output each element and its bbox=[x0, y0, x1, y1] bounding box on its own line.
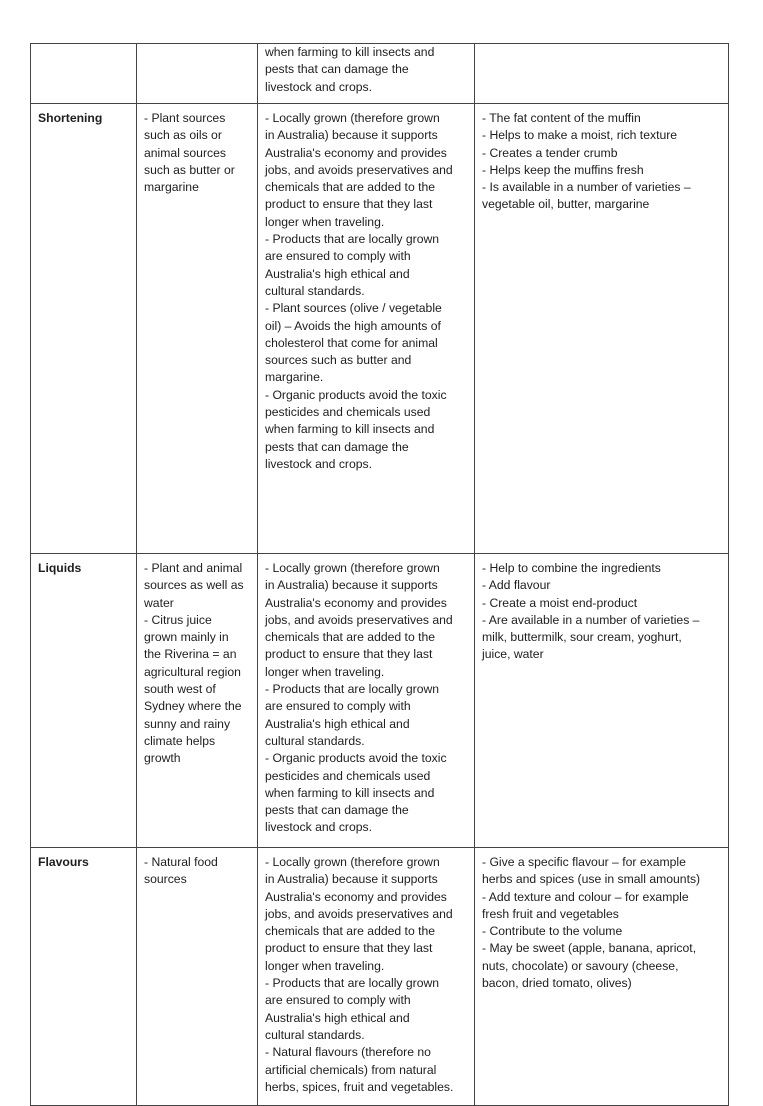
text-line: chemicals that are added to the bbox=[265, 924, 436, 939]
text-line: longer when traveling. bbox=[265, 664, 385, 679]
text-line: cholesterol that come for animal bbox=[265, 335, 438, 350]
text-line: - Organic products avoid the toxic bbox=[265, 387, 447, 402]
source-cell bbox=[137, 848, 258, 1106]
text-line: - Is available in a number of varieties – bbox=[482, 180, 691, 195]
text-line: in Australia) because it supports bbox=[265, 578, 438, 593]
reasons-cell bbox=[258, 44, 475, 104]
function-cell bbox=[475, 848, 729, 1106]
text-line: longer when traveling. bbox=[265, 958, 385, 973]
text-line: product to ensure that they last bbox=[265, 197, 433, 212]
text-line: - Plant sources (olive / vegetable bbox=[265, 301, 442, 316]
text-line: animal sources bbox=[144, 145, 226, 160]
function-cell bbox=[475, 554, 729, 848]
table-row bbox=[31, 554, 729, 848]
text-line: jobs, and avoids preservatives and bbox=[265, 906, 453, 921]
text-line: Australia's economy and provides bbox=[265, 889, 447, 904]
text-line: pesticides and chemicals used bbox=[265, 405, 431, 420]
text-line: juice, water bbox=[482, 647, 544, 662]
text-line: oil) – Avoids the high amounts of bbox=[265, 318, 441, 333]
text-line: agricultural region bbox=[144, 664, 241, 679]
text-line: - The fat content of the muffin bbox=[482, 111, 641, 125]
text-line: product to ensure that they last bbox=[265, 647, 433, 662]
text-line: when farming to kill insects and bbox=[265, 422, 435, 437]
text-line: milk, buttermilk, sour cream, yoghurt, bbox=[482, 630, 682, 645]
text-line: cultural standards. bbox=[265, 283, 365, 298]
function-cell bbox=[475, 104, 729, 554]
ingredient-name: Shortening bbox=[38, 111, 103, 125]
text-line: are ensured to comply with bbox=[265, 699, 411, 714]
text-line: south west of bbox=[144, 682, 216, 697]
source-cell bbox=[137, 554, 258, 848]
text-line: Australia's economy and provides bbox=[265, 595, 447, 610]
text-line: - Natural food bbox=[144, 855, 218, 869]
text-line: sources bbox=[144, 872, 187, 887]
ingredient-name: Liquids bbox=[38, 561, 82, 575]
ingredient-cell bbox=[31, 44, 137, 104]
text-line: such as oils or bbox=[144, 128, 222, 143]
table-row bbox=[31, 44, 729, 104]
text-line: are ensured to comply with bbox=[265, 249, 411, 264]
text-line: the Riverina = an bbox=[144, 647, 237, 662]
text-line: chemicals that are added to the bbox=[265, 180, 436, 195]
ingredients-table bbox=[30, 43, 729, 1106]
text-line: water bbox=[144, 595, 174, 610]
text-line: - Give a specific flavour – for example bbox=[482, 855, 686, 869]
text-line: nuts, chocolate) or savoury (cheese, bbox=[482, 958, 679, 973]
text-line: jobs, and avoids preservatives and bbox=[265, 612, 453, 627]
text-line: Australia's economy and provides bbox=[265, 145, 447, 160]
text-line: livestock and crops. bbox=[265, 79, 373, 94]
text-line: - Helps to make a moist, rich texture bbox=[482, 128, 678, 143]
text-line: - Natural flavours (therefore no bbox=[265, 1045, 431, 1060]
text-line: sources such as butter and bbox=[265, 353, 412, 368]
text-line: longer when traveling. bbox=[265, 214, 385, 229]
text-line: - Products that are locally grown bbox=[265, 232, 440, 247]
text-line: such as butter or bbox=[144, 162, 235, 177]
text-line: herbs and spices (use in small amounts) bbox=[482, 872, 701, 887]
reasons-cell bbox=[258, 104, 475, 554]
text-line: Sydney where the bbox=[144, 699, 242, 714]
text-line: - Creates a tender crumb bbox=[482, 145, 618, 160]
text-line: fresh fruit and vegetables bbox=[482, 906, 619, 921]
text-line: - Contribute to the volume bbox=[482, 924, 623, 939]
text-line: livestock and crops. bbox=[265, 456, 373, 471]
ingredient-cell bbox=[31, 554, 137, 848]
text-line: are ensured to comply with bbox=[265, 993, 411, 1008]
ingredient-cell bbox=[31, 848, 137, 1106]
ingredient-name: Flavours bbox=[38, 855, 89, 869]
text-line: livestock and crops. bbox=[265, 820, 373, 835]
table-row bbox=[31, 848, 729, 1106]
text-line: vegetable oil, butter, margarine bbox=[482, 197, 650, 212]
text-line: - May be sweet (apple, banana, apricot, bbox=[482, 941, 697, 956]
text-line: - Locally grown (therefore grown bbox=[265, 561, 440, 575]
text-line: in Australia) because it supports bbox=[265, 128, 438, 143]
text-line: - Locally grown (therefore grown bbox=[265, 111, 440, 125]
text-line: herbs, spices, fruit and vegetables. bbox=[265, 1079, 454, 1094]
ingredient-cell bbox=[31, 104, 137, 554]
text-line: - Plant and animal bbox=[144, 561, 243, 575]
text-line: pesticides and chemicals used bbox=[265, 768, 431, 783]
text-line: - Citrus juice bbox=[144, 612, 212, 627]
text-line: chemicals that are added to the bbox=[265, 630, 436, 645]
text-line: - Plant sources bbox=[144, 111, 226, 125]
text-line: - Organic products avoid the toxic bbox=[265, 751, 447, 766]
table-row bbox=[31, 104, 729, 554]
text-line: jobs, and avoids preservatives and bbox=[265, 162, 453, 177]
text-line: sunny and rainy bbox=[144, 716, 231, 731]
text-line: sources as well as bbox=[144, 578, 244, 593]
text-line: Australia's high ethical and bbox=[265, 266, 410, 281]
text-line: margarine. bbox=[265, 370, 324, 385]
text-line: in Australia) because it supports bbox=[265, 872, 438, 887]
text-line: Australia's high ethical and bbox=[265, 1010, 410, 1025]
text-line: - Products that are locally grown bbox=[265, 976, 440, 991]
text-line: - Add texture and colour – for example bbox=[482, 889, 689, 904]
text-line: bacon, dried tomato, olives) bbox=[482, 976, 632, 991]
text-line: - Create a moist end-product bbox=[482, 595, 638, 610]
source-cell bbox=[137, 104, 258, 554]
text-line: pests that can damage the bbox=[265, 62, 409, 77]
text-line: growth bbox=[144, 751, 181, 766]
text-line: product to ensure that they last bbox=[265, 941, 433, 956]
text-line: pests that can damage the bbox=[265, 439, 409, 454]
reasons-cell bbox=[258, 848, 475, 1106]
function-cell bbox=[475, 44, 729, 104]
text-line: when farming to kill insects and bbox=[265, 45, 435, 59]
text-line: cultural standards. bbox=[265, 1027, 365, 1042]
text-line: grown mainly in bbox=[144, 630, 229, 645]
text-line: Australia's high ethical and bbox=[265, 716, 410, 731]
text-line: pests that can damage the bbox=[265, 803, 409, 818]
text-line: margarine bbox=[144, 180, 199, 195]
text-line: - Add flavour bbox=[482, 578, 551, 593]
reasons-cell bbox=[258, 554, 475, 848]
text-line: cultural standards. bbox=[265, 733, 365, 748]
text-line: - Are available in a number of varieties – bbox=[482, 612, 700, 627]
text-line: climate helps bbox=[144, 733, 216, 748]
text-line: artificial chemicals) from natural bbox=[265, 1062, 437, 1077]
text-line: - Helps keep the muffins fresh bbox=[482, 162, 644, 177]
text-line: - Help to combine the ingredients bbox=[482, 561, 661, 575]
text-line: when farming to kill insects and bbox=[265, 785, 435, 800]
text-line: - Products that are locally grown bbox=[265, 682, 440, 697]
text-line: - Locally grown (therefore grown bbox=[265, 855, 440, 869]
source-cell bbox=[137, 44, 258, 104]
